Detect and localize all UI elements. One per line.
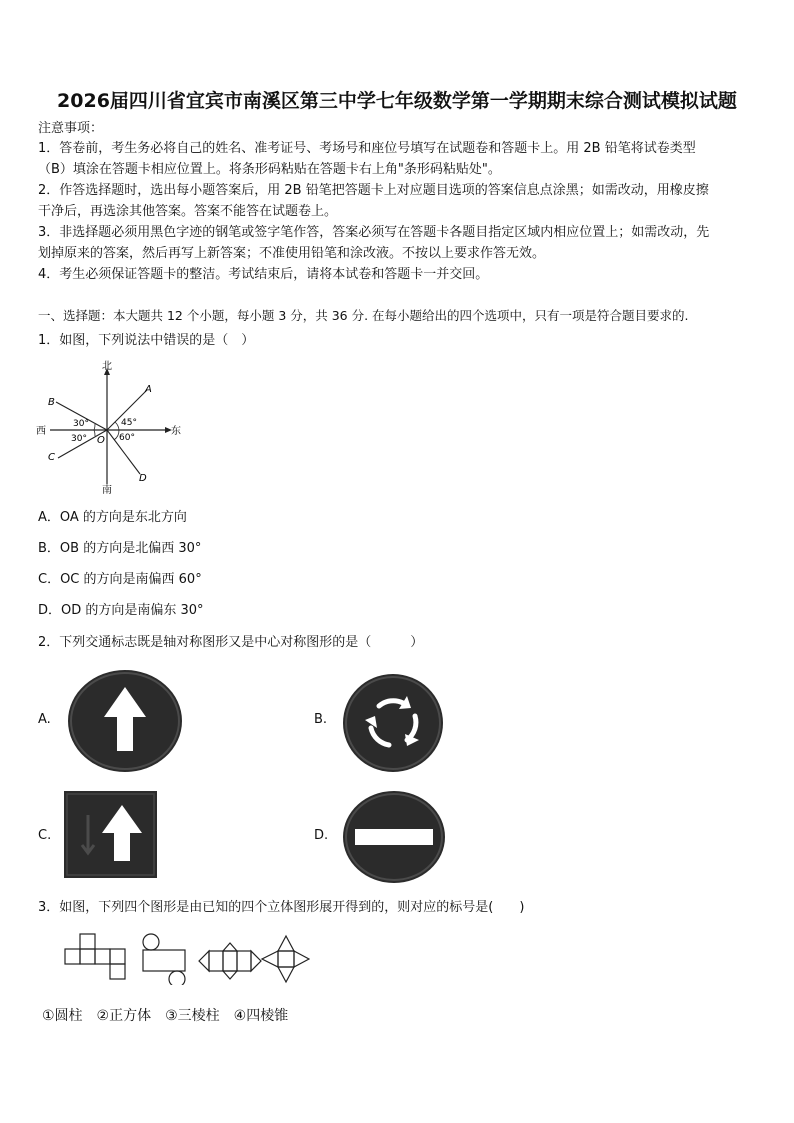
sign-no-entry-icon — [341, 789, 447, 885]
note-line: 1．答卷前，考生务必将自己的姓名、准考证号、考场号和座位号填写在试题卷和答题卡上。用 2B 铅笔将试卷类型 — [38, 141, 696, 156]
label-south: 南 — [102, 485, 112, 495]
sign-roundabout-icon — [341, 672, 445, 774]
note-line: 干净后，再选涂其他答案。答案不能答在试题卷上。 — [38, 204, 338, 219]
label-o: O — [97, 435, 105, 446]
cylinder-net — [143, 934, 185, 985]
angle-label: 30° — [71, 434, 87, 444]
option-a: A．OA 的方向是东北方向 — [38, 510, 187, 525]
angle-label: 30° — [73, 419, 89, 429]
angle-arc — [94, 424, 95, 430]
cube-net — [65, 934, 125, 979]
angle-label: 60° — [119, 433, 135, 443]
angle-label: 45° — [121, 418, 137, 428]
option-c: C．OC 的方向是南偏西 60° — [38, 572, 202, 587]
angle-arc — [94, 430, 95, 436]
solids-list: ①圆柱 ②正方体 ③三棱柱 ④四棱锥 — [42, 1008, 289, 1024]
label-a: A — [145, 384, 152, 395]
label-b: B — [48, 397, 55, 408]
notes-heading: 注意事项： — [38, 121, 104, 136]
angle-arc — [115, 422, 119, 430]
question-1-stem: 1．如图，下列说法中错误的是（ ） — [38, 333, 255, 348]
sign-square-arrow-icon — [64, 791, 157, 878]
net-figures — [60, 933, 310, 985]
section-heading: 一、选择题：本大题共 12 个小题，每小题 3 分，共 36 分. 在每小题给出的四个选项中，只有一项是符合题目要求的. — [38, 308, 689, 323]
pyramid-net — [262, 936, 309, 982]
option-a-label: A. — [38, 712, 51, 727]
sign-straight-arrow-icon — [64, 667, 186, 775]
label-d: D — [139, 473, 147, 484]
note-line: （B）填涂在答题卡相应位置上。将条形码粘贴在答题卡右上角"条形码粘贴处"。 — [38, 162, 501, 177]
option-c-label: C. — [38, 828, 52, 843]
label-c: C — [48, 452, 55, 463]
question-3-stem: 3．如图，下列四个图形是由已知的四个立体图形展开得到的，则对应的标号是( ) — [38, 900, 525, 915]
option-b-label: B. — [314, 712, 328, 727]
option-b: B．OB 的方向是北偏西 30° — [38, 541, 202, 556]
prism-net — [199, 943, 261, 979]
option-d-label: D. — [314, 828, 329, 843]
label-west: 西 — [36, 426, 46, 437]
note-line: 4．考生必须保证答题卡的整洁。考试结束后，请将本试卷和答题卡一并交回。 — [38, 267, 489, 282]
option-d: D．OD 的方向是南偏东 30° — [38, 603, 204, 618]
label-north: 北 — [102, 361, 112, 372]
note-line: 3．非选择题必须用黑色字迹的钢笔或签字笔作答，答案必须写在答题卡各题目指定区域内相应位置上；如需改动，先 — [38, 225, 710, 240]
note-line: 2．作答选择题时，选出每小题答案后，用 2B 铅笔把答题卡上对应题目选项的答案信息点涂黑；如需改动，用橡皮擦 — [38, 183, 709, 198]
direction-figure — [34, 360, 184, 495]
label-east: 东 — [171, 426, 181, 437]
page-title: 2026届四川省宜宾市南溪区第三中学七年级数学第一学期期末综合测试模拟试题 — [57, 90, 737, 112]
note-line: 划掉原来的答案，然后再写上新答案；不准使用铅笔和涂改液。不按以上要求作答无效。 — [38, 246, 546, 261]
question-2-stem: 2．下列交通标志既是轴对称图形又是中心对称图形的是（ ） — [38, 635, 424, 650]
